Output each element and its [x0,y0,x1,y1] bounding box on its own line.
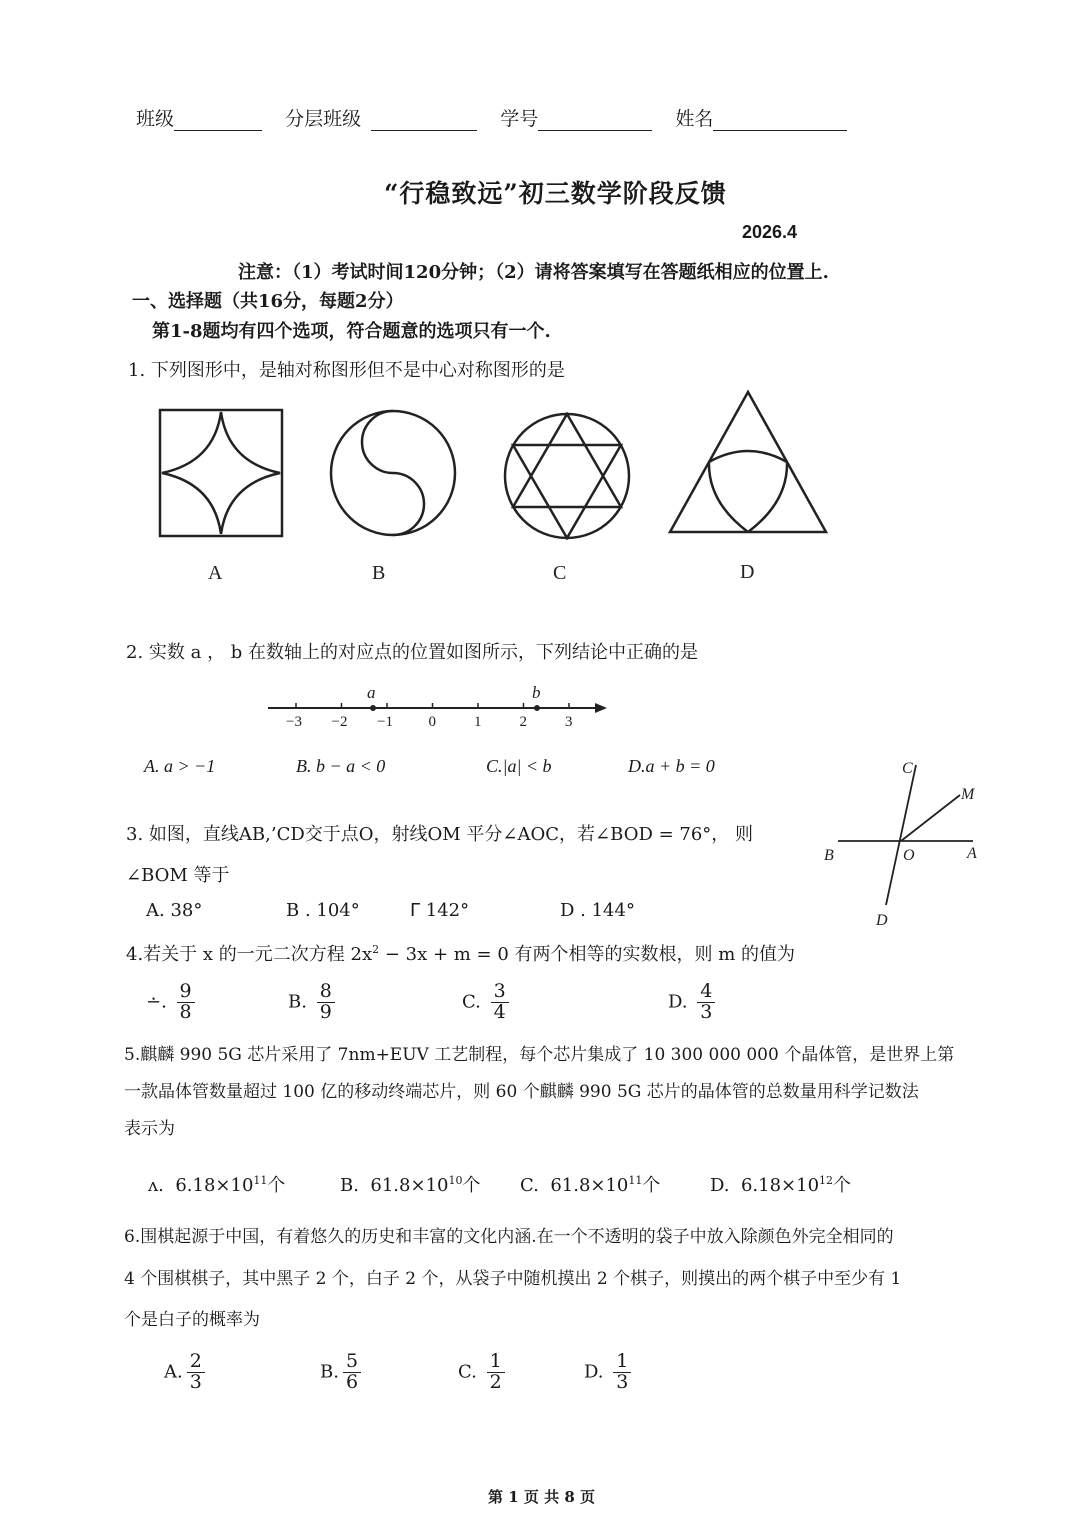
q6-option-c-fraction: $\frac{1}{2}$ [487,1352,505,1393]
axis-tick-label: 2 [519,714,527,730]
q6-line3: 个是白子的概率为 [124,1310,260,1330]
page-footer: 第 1 页 共 8 页 [488,1488,595,1506]
q5-option-b-exp: 10 [448,1174,463,1187]
q5-option-c-exp: 11 [628,1174,643,1187]
q6-option-a-label: A. [164,1361,183,1383]
q4-option-a[interactable] [146,982,199,1023]
figure-d-triangle-arcs [670,392,826,532]
axis-tick-label: −2 [331,714,348,730]
q5-option-c-label: C. [520,1175,539,1196]
q3-label-a: A [967,845,977,862]
q4-option-c[interactable] [462,982,513,1023]
class-label: 班级 [136,108,175,130]
q6-option-c-label: C. [458,1361,477,1383]
q5-option-d[interactable] [710,1171,851,1197]
q6-option-a-fraction: $\frac{2}{3}$ [187,1352,205,1393]
q5-option-a-unit: 个 [267,1175,286,1196]
q2-option-d[interactable]: D.a + b = 0 [628,756,715,776]
q2-option-b[interactable]: B. b − a < 0 [296,756,386,776]
name-label: 姓名 [675,108,714,130]
point-a-label: a [367,683,376,702]
exam-notice: 注意：（1）考试时间120分钟；（2）请将答案填写在答题纸相应的位置上. [238,262,829,283]
q3-label-o: O [903,847,915,864]
q4-stem-post: − 3x + m = 0 有两个相等的实数根，则 m 的值为 [379,944,796,965]
q3-stem-line1: 3. 如图，直线AB,’CD交于点O，射线OM 平分∠AOC，若∠BOD = 76°， 则 [126,824,754,845]
q5-option-a-exp: 11 [253,1174,268,1187]
q4-stem-pre: 4.若关于 x 的一元二次方程 2x [126,944,373,965]
q3-option-d[interactable]: D . 144° [560,900,635,921]
exam-date: 2026.4 [742,222,798,242]
q2-number-line [262,680,612,730]
q5-option-b[interactable] [340,1171,480,1197]
q5-option-b-base: 61.8×10 [370,1175,449,1196]
q4-option-d-label: D. [668,991,688,1013]
q5-option-c-unit: 个 [642,1175,661,1196]
q5-option-b-label: B. [340,1175,359,1196]
exam-title: “行稳致远”初三数学阶段反馈 [384,179,727,208]
q5-line1: 5.麒麟 990 5G 芯片采用了 7nm+EUV 工艺制程，每个芯片集成了 10 300 000 000 个晶体管，是世界上第 [124,1045,955,1065]
q4-option-d[interactable] [668,982,719,1023]
q6-line1: 6.围棋起源于中国，有着悠久的历史和丰富的文化内涵.在一个不透明的袋子中放入除颜色外完全相同的 [124,1227,894,1247]
q5-option-a-label: ʌ. [148,1175,164,1196]
tier-blank[interactable] [371,112,477,131]
section-instruction: 第1-8题均有四个选项，符合题意的选项只有一个. [152,321,551,342]
q4-option-c-label: C. [462,991,481,1013]
q6-option-c[interactable] [458,1352,509,1393]
q6-option-b-fraction: $\frac{5}{6}$ [343,1352,361,1393]
q5-option-a[interactable] [148,1171,285,1197]
q5-option-a-base: 6.18×10 [175,1175,254,1196]
q4-option-a-fraction: $\frac{9}{8}$ [177,982,195,1023]
q6-line2: 4 个围棋棋子，其中黑子 2 个，白子 2 个，从袋子中随机摸出 2 个棋子，则摸出的两个棋子中至少有 1 [124,1269,902,1289]
q3-label-m: M [961,786,975,803]
axis-tick-label: 3 [565,714,573,730]
tier-label: 分层班级 [285,108,362,130]
q5-option-d-label: D. [710,1175,730,1196]
q1-label-c: C [553,562,567,584]
q4-option-c-fraction: $\frac{3}{4}$ [491,982,509,1023]
axis-tick-label: 0 [428,714,436,730]
q4-option-a-label: ∸. [146,991,167,1013]
q4-option-d-fraction: $\frac{4}{3}$ [697,982,715,1023]
q5-option-c-base: 61.8×10 [550,1175,629,1196]
q4-option-b[interactable] [288,982,339,1023]
q6-option-b[interactable] [320,1352,365,1393]
axis-tick-label: −1 [377,714,393,730]
q1-label-d: D [740,561,755,583]
q3-figure [818,755,988,930]
q3-label-d: D [876,912,888,929]
id-blank[interactable] [538,112,652,131]
axis-tick-label: −3 [286,714,302,730]
q4-option-b-fraction: $\frac{8}{9}$ [317,982,335,1023]
q5-option-c[interactable] [520,1171,660,1197]
q6-option-d-label: D. [584,1361,604,1383]
q1-label-a: A [208,562,223,584]
q6-option-b-label: B. [320,1361,339,1383]
name-blank[interactable] [713,112,847,131]
figure-c-hexagram-circle [505,414,629,538]
q3-option-b[interactable]: B . 104° [286,900,360,921]
point-b-label: b [532,683,541,702]
q5-option-d-base: 6.18×10 [740,1175,820,1196]
q2-stem: 2. 实数 a ， b 在数轴上的对应点的位置如图所示，下列结论中正确的是 [126,642,699,663]
section-heading: 一、选择题（共16分，每题2分） [132,291,404,312]
q6-option-d[interactable] [584,1352,635,1393]
q4-stem-sup: 2 [372,943,380,956]
point-a-dot [370,705,376,711]
q6-option-d-fraction: $\frac{1}{3}$ [613,1352,631,1393]
point-b-dot [534,705,540,711]
class-blank[interactable] [174,112,262,131]
q5-line3: 表示为 [124,1119,175,1139]
q5-line2: 一款晶体管数量超过 100 亿的移动终端芯片，则 60 个麒麟 990 5G 芯片的晶体管的总数量用科学记数法 [124,1082,919,1102]
q3-label-b: B [824,847,834,864]
q5-option-d-exp: 12 [819,1174,834,1187]
q2-option-a[interactable]: A. a > −1 [144,756,216,776]
q4-option-b-label: B. [288,991,307,1013]
q3-option-c[interactable]: ᒥ 142° [410,900,470,921]
id-label: 学号 [500,108,539,130]
q5-option-b-unit: 个 [462,1175,481,1196]
q3-stem-line2: ∠BOM 等于 [126,865,230,886]
q1-label-b: B [372,562,386,584]
axis-tick-label: 1 [474,714,482,730]
q4-stem [126,940,795,966]
q5-option-d-unit: 个 [833,1175,852,1196]
q2-option-c[interactable]: C.|a| < b [486,756,552,776]
figure-a-square-star [160,410,282,536]
q1-figures [140,380,860,600]
student-info-header [136,104,847,131]
q6-option-a[interactable] [164,1352,209,1393]
q3-option-a[interactable]: A. 38° [146,900,203,921]
q3-label-c: C [902,760,913,777]
q1-stem: 1. 下列图形中，是轴对称图形但不是中心对称图形的是 [128,360,565,381]
figure-b-yinyang-circle [331,411,455,535]
